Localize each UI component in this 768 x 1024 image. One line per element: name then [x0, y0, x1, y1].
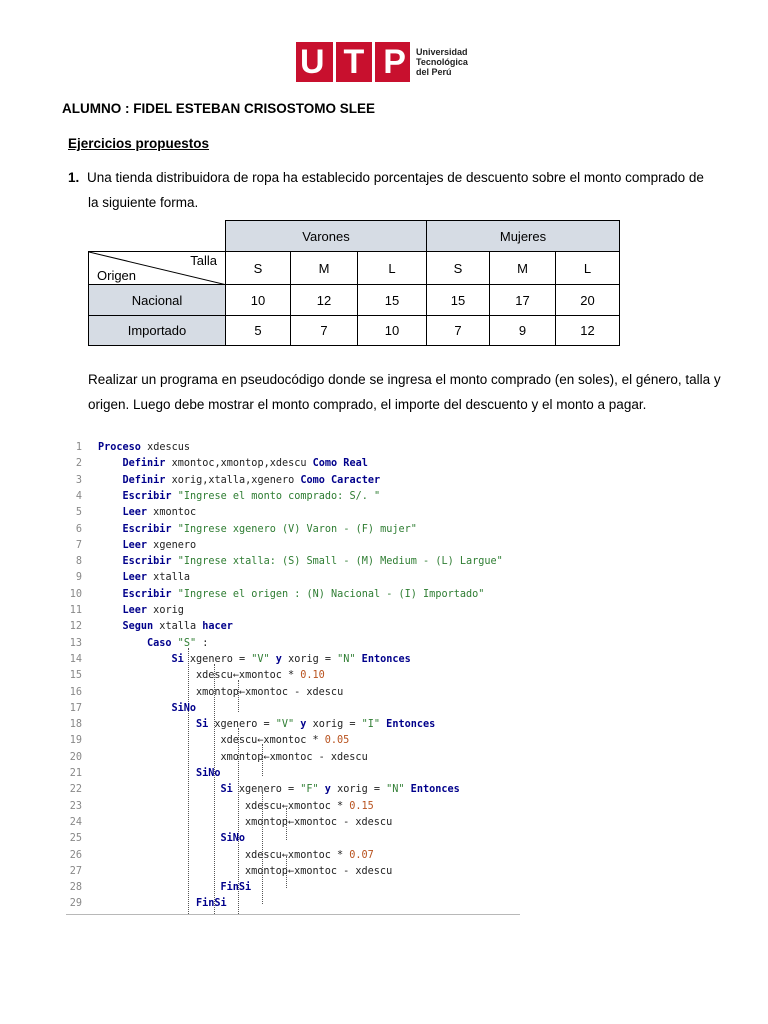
- code-text: [98, 440, 190, 456]
- corner-label-origen: Origen: [97, 268, 137, 283]
- exercise-text: Una tienda distribuidora de ropa ha establecido porcentajes de descuento sobre el monto comprado de: [87, 170, 704, 185]
- line-number: 16: [69, 686, 82, 698]
- exercise-line-1: [68, 170, 704, 185]
- code-identifier: xdescus: [140, 442, 191, 453]
- code-keyword: Leer: [122, 572, 148, 584]
- code-text: [221, 880, 252, 896]
- section-title: Ejercicios propuestos: [68, 136, 210, 151]
- code-string: "Ingrese el origen : (N) Nacional - (I) Importado": [171, 588, 485, 600]
- size-header: L: [358, 252, 427, 285]
- line-number: 4: [75, 490, 82, 502]
- discount-table: [88, 220, 620, 346]
- exercise-line-2: la siguiente forma.: [88, 195, 199, 210]
- code-identifier: xdescu←xmontoc *: [220, 735, 325, 747]
- code-text: [123, 489, 381, 505]
- code-text: [221, 733, 350, 749]
- line-number: 24: [69, 816, 82, 828]
- table-cell: 9: [490, 316, 556, 346]
- line-number: 3: [75, 474, 82, 486]
- code-text: [245, 848, 374, 864]
- code-identifier: xgenero =: [183, 653, 252, 665]
- code-text: [123, 570, 190, 586]
- student-name: ALUMNO : FIDEL ESTEBAN CRISOSTOMO SLEE: [62, 101, 376, 116]
- table-cell: 7: [291, 316, 358, 346]
- line-number: 28: [69, 882, 82, 894]
- code-keyword: y: [294, 719, 307, 731]
- code-keyword: Escribir: [122, 523, 172, 535]
- code-keyword: Entonces: [404, 784, 460, 796]
- code-string: "I": [361, 719, 381, 731]
- line-number: 25: [69, 833, 82, 845]
- code-keyword: Leer: [122, 539, 148, 551]
- size-header: M: [291, 252, 358, 285]
- code-string: "Ingrese xtalla: (S) Small - (M) Medium - (L) Largue": [171, 556, 503, 568]
- logo-text: [416, 47, 468, 77]
- code-keyword: SiNo: [220, 833, 246, 845]
- line-number: 10: [69, 588, 82, 600]
- code-identifier: xgenero =: [208, 719, 276, 731]
- code-text: [123, 473, 381, 489]
- code-keyword: Leer: [122, 605, 148, 616]
- table-cell: 15: [427, 285, 490, 316]
- line-number: 12: [69, 621, 82, 633]
- code-keyword: hacer: [202, 621, 233, 633]
- code-text: [245, 864, 392, 880]
- corner-label-talla: Talla: [190, 253, 217, 268]
- code-keyword: Si: [196, 719, 209, 731]
- line-number: 5: [75, 507, 82, 519]
- task-line-2: origen. Luego debe mostrar el monto comprado, el importe del descuento y el monto a pagar.: [88, 397, 647, 412]
- exercise-number: 1.: [68, 170, 80, 185]
- size-header: S: [427, 252, 490, 285]
- line-number: 26: [69, 849, 82, 861]
- code-string: "V": [251, 653, 270, 665]
- code-keyword: Leer: [122, 507, 148, 519]
- code-identifier: xmontop←xmontoc - xdescu: [245, 865, 393, 877]
- code-keyword: Si: [171, 653, 184, 665]
- code-identifier: xorig =: [306, 719, 362, 731]
- code-identifier: xdescu←xmontoc *: [245, 800, 350, 812]
- line-number: 29: [69, 898, 82, 910]
- code-string: "Ingrese el monto comprado: S/. ": [171, 490, 381, 502]
- table-cell: 12: [291, 285, 358, 316]
- code-text: [245, 799, 374, 815]
- code-identifier: xdescu←xmontoc *: [245, 849, 350, 861]
- logo-text-line: Tecnológica: [416, 57, 468, 67]
- code-keyword: Entonces: [380, 719, 436, 731]
- table-row: [89, 285, 620, 316]
- line-number: 27: [69, 865, 82, 877]
- logo-separator: [372, 42, 375, 82]
- code-text: [221, 831, 246, 847]
- row-label: Importado: [89, 316, 226, 346]
- pseudocode-listing: [66, 440, 520, 915]
- code-number: 0.15: [349, 800, 374, 812]
- code-identifier: xmontop←xmontoc - xdescu: [245, 816, 393, 828]
- line-number: 21: [69, 768, 82, 779]
- code-identifier: xtalla: [147, 572, 190, 584]
- code-text: [196, 766, 221, 782]
- code-text: [196, 668, 325, 684]
- code-identifier: xmontop←xmontoc - xdescu: [220, 751, 368, 763]
- code-identifier: xorig: [147, 605, 184, 616]
- code-keyword: Definir: [122, 458, 166, 470]
- size-header: M: [490, 252, 556, 285]
- code-identifier: xgenero: [147, 539, 197, 551]
- code-text: [245, 815, 392, 831]
- code-keyword: Escribir: [122, 588, 172, 600]
- logo-text-line: del Perú: [416, 67, 452, 77]
- utp-logo-box: [296, 42, 410, 82]
- code-number: 0.05: [324, 735, 350, 747]
- logo-letter-t: T: [343, 42, 365, 81]
- line-number: 18: [69, 719, 82, 731]
- table-cell: 10: [226, 285, 291, 316]
- code-text: [123, 505, 197, 521]
- code-identifier: xmontoc: [147, 507, 197, 519]
- line-number: 13: [69, 637, 82, 649]
- size-header: L: [556, 252, 620, 285]
- code-keyword: Entonces: [355, 653, 411, 665]
- line-number: 22: [69, 784, 82, 796]
- group-header-mujeres: Mujeres: [427, 221, 620, 252]
- code-identifier: xmontoc,xmontop,xdescu: [165, 458, 313, 470]
- line-number: 1: [75, 442, 82, 453]
- code-number: 0.07: [349, 849, 374, 861]
- logo-letter-u: U: [299, 42, 325, 81]
- logo-separator: [333, 42, 336, 82]
- code-keyword: Escribir: [122, 556, 172, 568]
- code-keyword: y: [318, 784, 331, 796]
- table-cell: 7: [427, 316, 490, 346]
- line-number: 2: [75, 458, 82, 470]
- logo-letter-p: P: [383, 42, 406, 81]
- code-string: "F": [300, 784, 319, 796]
- code-text: [123, 554, 503, 570]
- code-text: [123, 587, 485, 603]
- line-number: 20: [69, 751, 82, 763]
- line-number: 11: [69, 605, 82, 616]
- table-cell: 17: [490, 285, 556, 316]
- code-text: [123, 538, 197, 554]
- code-keyword: FinSi: [220, 882, 252, 894]
- task-line-1: Realizar un programa en pseudocódigo donde se ingresa el monto comprado (en soles), el género, talla y: [88, 372, 721, 387]
- table-cell: 12: [556, 316, 620, 346]
- table-cell: 15: [358, 285, 427, 316]
- code-text: [123, 522, 417, 538]
- code-text: [221, 782, 460, 798]
- table-diagonal-cell: [89, 252, 226, 285]
- line-number: 19: [69, 735, 82, 747]
- code-keyword: FinSi: [196, 898, 227, 910]
- code-text: [123, 603, 184, 619]
- line-number: 15: [69, 670, 82, 682]
- code-string: "V": [275, 719, 295, 731]
- code-keyword: y: [269, 653, 282, 665]
- row-label: Nacional: [89, 285, 226, 316]
- logo-text-line: Universidad: [416, 47, 468, 57]
- utp-logo: [296, 42, 468, 82]
- table-cell: 10: [358, 316, 427, 346]
- code-identifier: xtalla: [153, 621, 203, 633]
- code-string: "Ingrese xgenero (V) Varon - (F) mujer": [171, 523, 417, 535]
- code-text: [172, 652, 411, 668]
- code-string: "N": [386, 784, 405, 796]
- code-identifier: xorig,xtalla,xgenero: [165, 474, 301, 486]
- code-keyword: SiNo: [171, 702, 197, 714]
- code-identifier: xorig =: [281, 653, 338, 665]
- code-keyword: Proceso: [98, 442, 141, 453]
- line-number: 14: [69, 653, 82, 665]
- table-empty-corner: [89, 221, 226, 252]
- code-text: [123, 456, 368, 472]
- code-text: [221, 750, 368, 766]
- indent-guide: [188, 648, 189, 914]
- table-cell: 5: [226, 316, 291, 346]
- indent-guide: [214, 664, 215, 914]
- code-keyword: Definir: [122, 474, 166, 486]
- table-cell: 20: [556, 285, 620, 316]
- line-number: 8: [75, 556, 82, 568]
- code-string: "S": [171, 637, 197, 649]
- line-number: 9: [75, 572, 82, 584]
- code-text: [147, 636, 208, 652]
- code-keyword: Como Real: [312, 458, 368, 470]
- line-number: 17: [69, 702, 82, 714]
- line-number: 7: [75, 539, 82, 551]
- code-text: [172, 701, 197, 717]
- code-identifier: xgenero =: [232, 784, 301, 796]
- code-identifier: xdescu←xmontoc *: [196, 670, 301, 682]
- code-text: [196, 896, 227, 912]
- code-string: "N": [337, 653, 356, 665]
- table-row: [89, 316, 620, 346]
- code-keyword: Segun: [122, 621, 154, 633]
- code-text: [196, 685, 343, 701]
- line-number: 6: [75, 523, 82, 535]
- code-keyword: Si: [220, 784, 233, 796]
- group-header-varones: Varones: [226, 221, 427, 252]
- line-number: 23: [69, 800, 82, 812]
- code-keyword: Escribir: [122, 490, 172, 502]
- code-keyword: SiNo: [196, 768, 221, 779]
- code-text: [123, 619, 233, 635]
- code-text: [196, 717, 435, 733]
- code-keyword: Como Caracter: [300, 474, 381, 486]
- code-identifier: :: [196, 637, 209, 649]
- size-header: S: [226, 252, 291, 285]
- code-number: 0.10: [300, 670, 325, 682]
- code-identifier: xmontop←xmontoc - xdescu: [196, 686, 344, 698]
- code-identifier: xorig =: [330, 784, 387, 796]
- code-keyword: Caso: [147, 637, 172, 649]
